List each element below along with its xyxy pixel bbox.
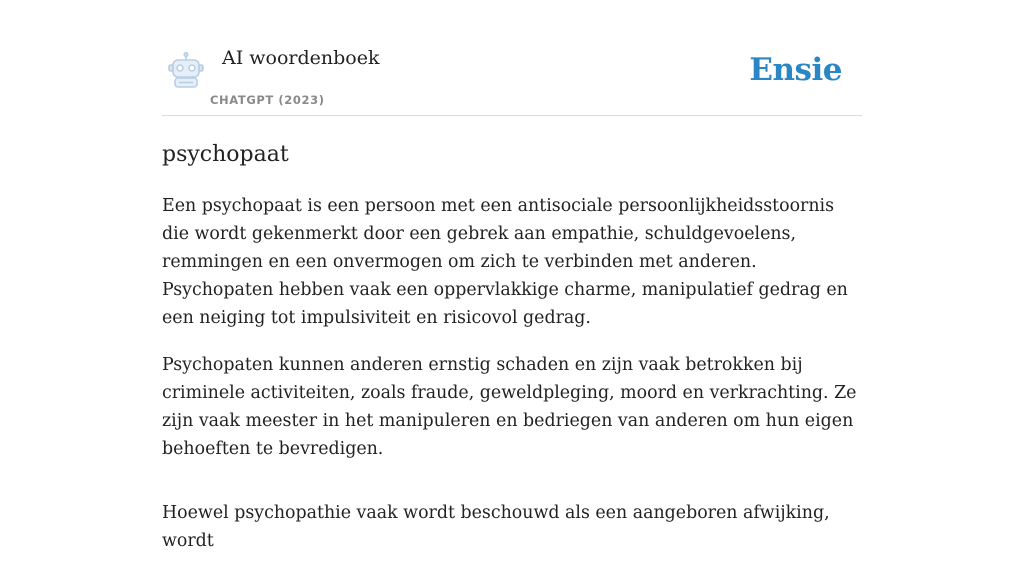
- definition-paragraph: Psychopaten kunnen anderen ernstig schaden en zijn vaak betrokken bij criminele activiteiten, zoals fraude, geweldpleging, moord en verkrachting. Ze zijn vaak meester in het manipuleren en bedriegen van anderen om hun eigen behoeften te bevredigen.: [162, 355, 857, 459]
- entry-definition: [162, 192, 866, 574]
- definition-paragraph: Een psychopaat is een persoon met een antisociale persoonlijkheidsstoornis die wordt gekenmerkt door een gebrek aan empathie, schuldgevoelens, remmingen en een onvermogen om zich te verbinden met anderen. Psychopaten hebben vaak een oppervlakkige charme, manipulatief gedrag en een neiging tot impulsiviteit en risicovol gedrag.: [162, 196, 848, 328]
- definition-paragraph: Hoewel psychopathie vaak wordt beschouwd als een aangeboren afwijking, wordt: [162, 503, 830, 551]
- source-meta: CHATGPT (2023): [210, 93, 325, 107]
- source-title[interactable]: AI woordenboek: [222, 47, 380, 69]
- robot-icon: [166, 52, 206, 90]
- brand-logo[interactable]: Ensie: [749, 52, 842, 88]
- source-header: [162, 40, 862, 116]
- entry-term: psychopaat: [162, 142, 289, 167]
